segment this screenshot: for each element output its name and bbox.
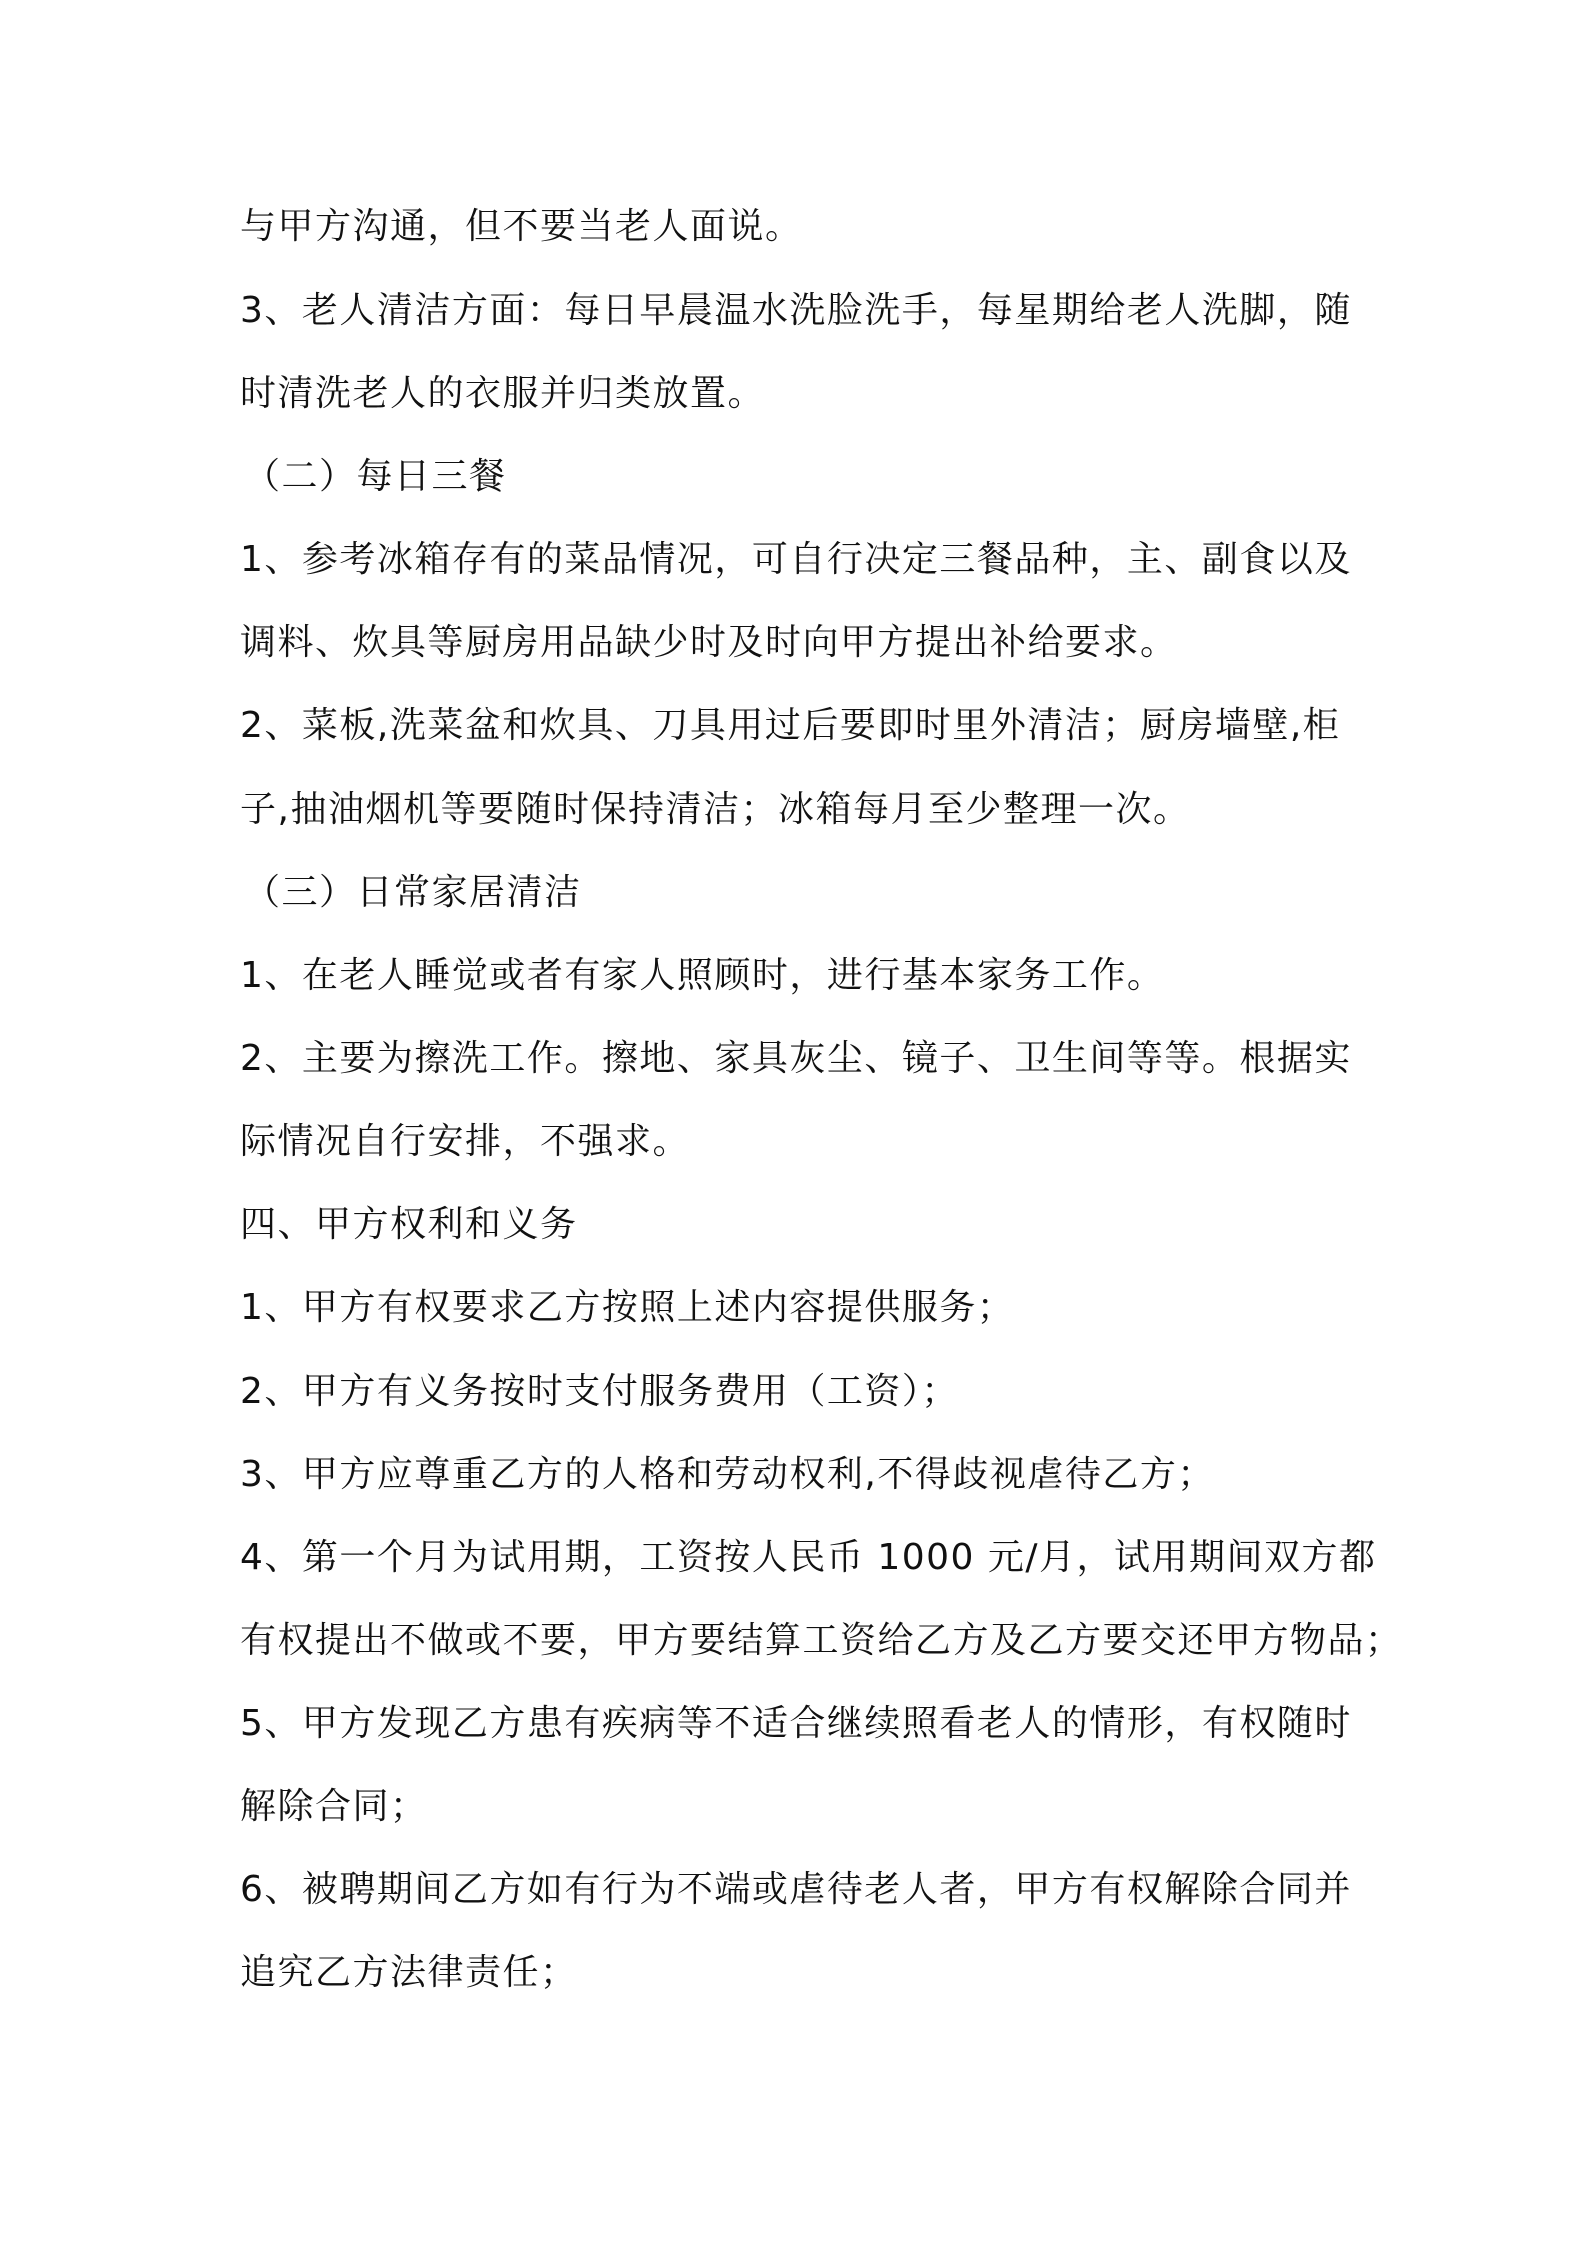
text-line: 3、甲方应尊重乙方的人格和劳动权利,不得歧视虐待乙方； (240, 1454, 1215, 1495)
text-line: 2、菜板,洗菜盆和炊具、刀具用过后要即时里外清洁；厨房墙壁,柜 (240, 705, 1341, 746)
text-line: 1、在老人睡觉或者有家人照顾时，进行基本家务工作。 (240, 955, 1165, 996)
section-heading: （三）日常家居清洁 (244, 872, 582, 913)
text-line: 2、甲方有义务按时支付服务费用（工资）； (240, 1371, 959, 1412)
text-line: 3、老人清洁方面：每日早晨温水洗脸洗手，每星期给老人洗脚，随 (240, 290, 1352, 331)
text-line: 时清洗老人的衣服并归类放置。 (240, 373, 766, 414)
text-line: 有权提出不做或不要，甲方要结算工资给乙方及乙方要交还甲方物品； (240, 1620, 1403, 1661)
text-line: 1、甲方有权要求乙方按照上述内容提供服务； (240, 1287, 1015, 1328)
text-line: 调料、炊具等厨房用品缺少时及时向甲方提出补给要求。 (240, 622, 1178, 663)
text-line: 子,抽油烟机等要随时保持清洁；冰箱每月至少整理一次。 (240, 789, 1191, 830)
text-line: 6、被聘期间乙方如有行为不端或虐待老人者，甲方有权解除合同并 (240, 1869, 1352, 1910)
text-line: 际情况自行安排，不强求。 (240, 1121, 691, 1162)
section-heading: （二）每日三餐 (244, 456, 507, 497)
section-heading: 四、甲方权利和义务 (240, 1204, 578, 1245)
text-line: 1、参考冰箱存有的菜品情况，可自行决定三餐品种，主、副食以及 (240, 539, 1352, 580)
text-line: 5、甲方发现乙方患有疾病等不适合继续照看老人的情形，有权随时 (240, 1703, 1352, 1744)
text-line: 与甲方沟通，但不要当老人面说。 (240, 206, 803, 247)
text-line: 2、主要为擦洗工作。擦地、家具灰尘、镜子、卫生间等等。根据实 (240, 1038, 1352, 1079)
text-line: 4、第一个月为试用期，工资按人民币 1000 元/月，试用期间双方都 (240, 1537, 1377, 1578)
text-line: 解除合同； (240, 1786, 428, 1827)
text-line: 追究乙方法律责任； (240, 1952, 578, 1993)
